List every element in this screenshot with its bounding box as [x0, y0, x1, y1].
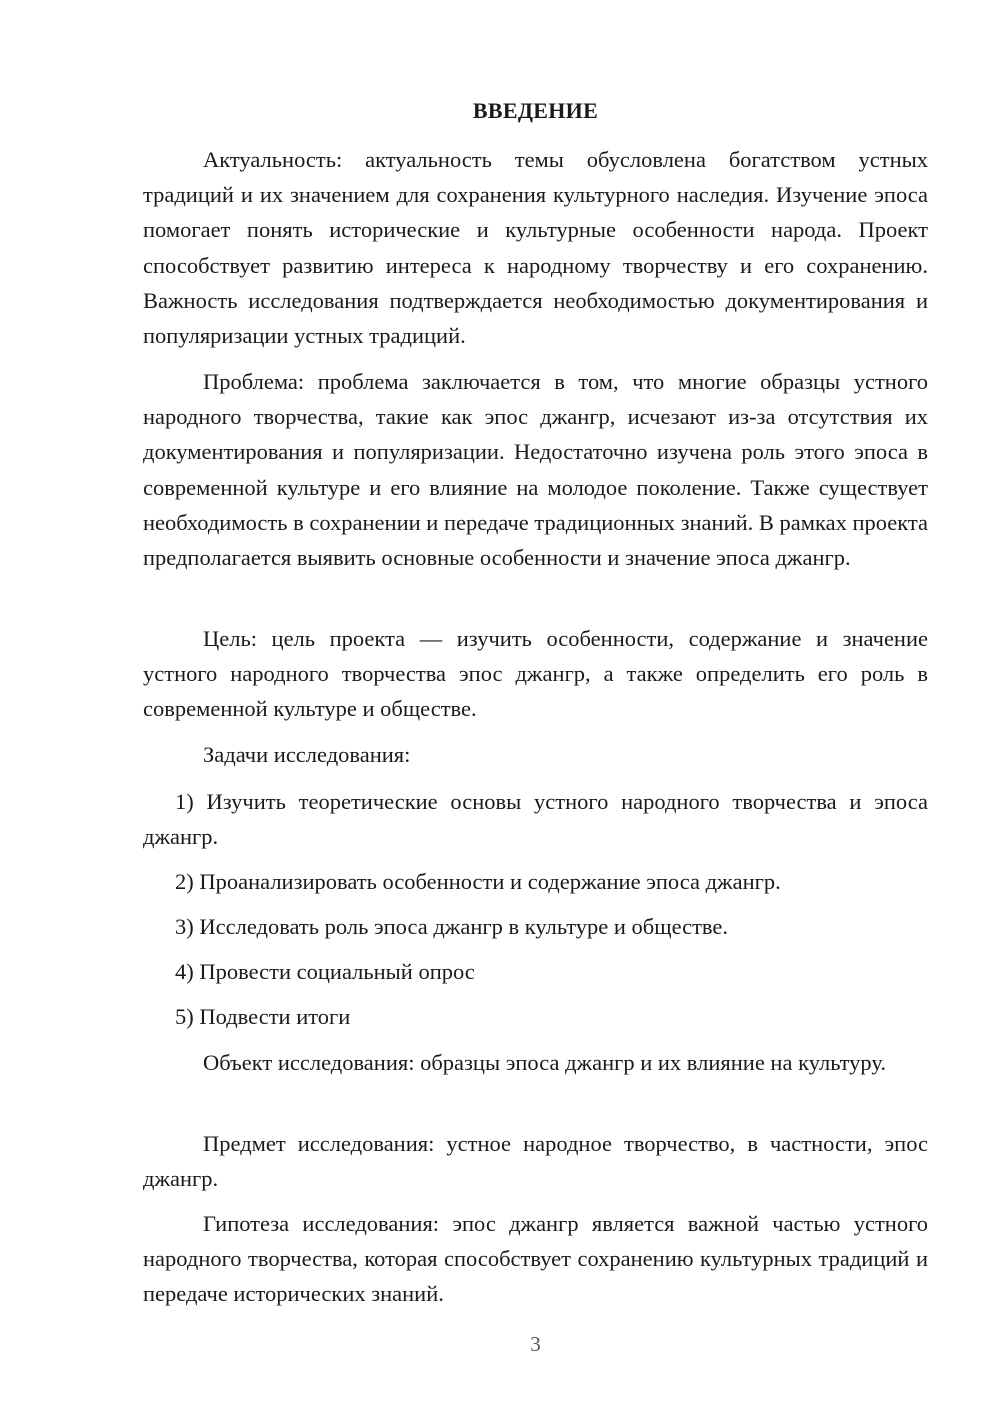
task-list-item-4: 4) Провести социальный опрос: [175, 959, 475, 984]
task-list-item-5: 5) Подвести итоги: [175, 1004, 351, 1029]
task-list-item-2: 2) Проанализировать особенности и содержание эпоса джангр.: [175, 869, 781, 894]
task-list-item-3: 3) Исследовать роль эпоса джангр в культуре и обществе.: [175, 914, 729, 939]
document-page: [143, 0, 928, 1414]
object-paragraph: Объект исследования: образцы эпоса джангр и их влияние на культуру.: [203, 1050, 886, 1075]
page-title: ВВЕДЕНИЕ: [472, 98, 599, 123]
goal-paragraph: Цель: цель проекта — изучить особенности, содержание и значение устного народного творчества эпос джангр, а также определить его роль в современной культуре и обществе.: [143, 626, 928, 722]
tasks-heading: Задачи исследования:: [203, 742, 411, 767]
task-list-item-1: 1) Изучить теоретические основы устного народного творчества и эпоса джангр.: [143, 789, 928, 850]
problem-paragraph: Проблема: проблема заключается в том, что многие образцы устного народного творчества, такие как эпос джангр, исчезают из-за отсутствия их документирования и популяризации. Недостаточно изучена роль этого эпоса в современной культуре и его влияние на молодое поколение. Также существует необходимость в сохранении и передаче традиционных знаний. В рамках проекта предполагается выявить основные особенности и значение эпоса джангр.: [143, 369, 929, 571]
hypothesis-paragraph: Гипотеза исследования: эпос джангр является важной частью устного народного творчества, которая способствует сохранению культурных традиций и передаче исторических знаний.: [143, 1211, 928, 1307]
relevance-paragraph: Актуальность: актуальность темы обусловлена богатством устных традиций и их значением для сохранения культурного наследия. Изучение эпоса помогает понять исторические и культурные особенности народа. Проект способствует развитию интереса к народному творчеству и его сохранению. Важность исследования подтверждается необходимостью документирования и популяризации устных традиций.: [143, 147, 928, 349]
page-number: 3: [530, 1332, 541, 1356]
subject-paragraph: Предмет исследования: устное народное творчество, в частности, эпос джангр.: [143, 1131, 928, 1192]
